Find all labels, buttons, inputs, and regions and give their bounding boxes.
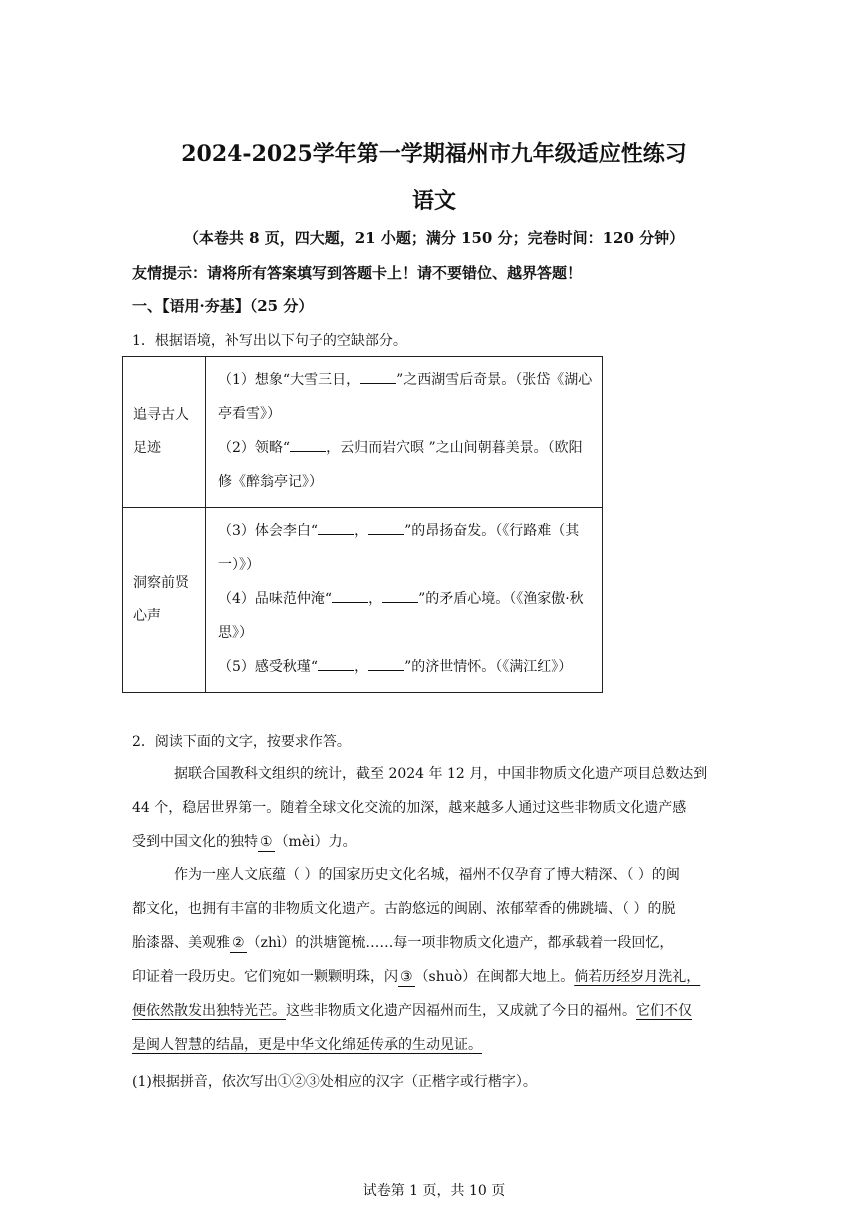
gap-3: ③ [400, 969, 413, 985]
passage-line: 44 个，稳居世界第一。随着全球文化交流的加深，越来越多人通过这些非物质文化遗产感 [132, 800, 687, 816]
underlined-sentence: 便依然散发出独特光芒。 [132, 1003, 286, 1019]
passage-line: 印证着一段历史。它们宛如一颗颗明珠，闪 ③ （shuò）在闽都大地上。倘若历经岁月洗礼， [132, 969, 701, 985]
underlined-sentence: 倘若历经岁月洗礼， [574, 969, 701, 985]
items-cell [206, 508, 603, 693]
question-2-prompt: 2．阅读下面的文字，按要求作答。 [132, 734, 351, 750]
answer-blank[interactable] [368, 656, 404, 671]
fill-item: （5）感受秋瑾“ ， ”的济世情怀。（《满江红》） [218, 650, 594, 684]
fill-item: （3）体会李白“ ， ”的昂扬奋发。（《行路难（其一）》） [218, 514, 594, 582]
items-cell [206, 357, 603, 508]
passage-line: 便依然散发出独特光芒。这些非物质文化遗产因福州而生，又成就了今日的福州。它们不仅 [132, 1003, 692, 1019]
answer-blank[interactable] [332, 588, 368, 603]
passage-line: 据联合国教科文组织的统计，截至 2024 年 12 月，中国非物质文化遗产项目总数达到 [174, 766, 708, 782]
passage-line: 作为一座人文底蕴（ ）的国家历史文化名城，福州不仅孕育了博大精深、（ ）的闽 [174, 867, 680, 883]
gap-1: ① [260, 834, 273, 850]
category-line: 追寻古人 [133, 407, 189, 423]
question-1-prompt: 1．根据语境，补写出以下句子的空缺部分。 [132, 333, 407, 349]
fill-in-table [122, 356, 603, 693]
subject-heading: 语文 [411, 188, 456, 214]
page-footer: 试卷第 1 页，共 10 页 [362, 1183, 506, 1199]
friendly-tip: 友情提示：请将所有答案填写到答题卡上！请不要错位、越界答题！ [132, 264, 583, 282]
answer-blank[interactable] [318, 656, 354, 671]
passage-paragraph-1 [132, 757, 752, 859]
exam-note: （本卷共 8 页，四大题，21 小题；满分 150 分；完卷时间：120 分钟） [183, 229, 685, 247]
answer-blank[interactable] [290, 437, 326, 452]
passage-line: 都文化，也拥有丰富的非物质文化遗产。古韵悠远的闽剧、浓郁荤香的佛跳墙、（ ）的脱 [132, 901, 676, 917]
fill-item: （1）想象“大雪三日， ”之西湖雪后奇景。（张岱《湖心亭看雪》） [218, 363, 594, 431]
category-cell [123, 357, 206, 508]
passage-paragraph-2 [132, 858, 752, 1062]
category-line: 足迹 [133, 440, 161, 456]
answer-blank[interactable] [368, 520, 404, 535]
fill-item: （2）领略“ ，云归而岩穴暝 ”之山间朝暮美景。（欧阳修《醉翁亭记》） [218, 431, 594, 499]
gap-2: ② [232, 935, 245, 951]
passage-line: 受到中国文化的独特 ① （mèi）力。 [132, 834, 357, 850]
category-line: 心声 [133, 608, 161, 624]
answer-blank[interactable] [318, 520, 354, 535]
answer-blank[interactable] [360, 369, 396, 384]
category-cell [123, 508, 206, 693]
category-line: 洞察前贤 [133, 575, 189, 591]
underlined-sentence: 它们不仅 [636, 1003, 692, 1019]
table-row [123, 357, 603, 508]
underlined-sentence: 是闽人智慧的结晶，更是中华文化绵延传承的生动见证。 [132, 1037, 482, 1053]
passage-line: 胎漆器、美观雅 ② （zhì）的洪塘篦梳……每一项非物质文化遗产，都承载着一段回忆， [132, 935, 674, 951]
fill-item: （4）品味范仲淹“ ， ”的矛盾心境。（《渔家傲·秋思》） [218, 582, 594, 650]
page-title: 2024-2025学年第一学期福州市九年级适应性练习 [181, 141, 687, 167]
table-row [123, 508, 603, 693]
section-heading: 一、【语用·夯基】（25 分） [132, 297, 314, 315]
question-2-sub-1: (1)根据拼音，依次写出①②③处相应的汉字（正楷字或行楷字）。 [132, 1074, 537, 1090]
answer-blank[interactable] [382, 588, 418, 603]
